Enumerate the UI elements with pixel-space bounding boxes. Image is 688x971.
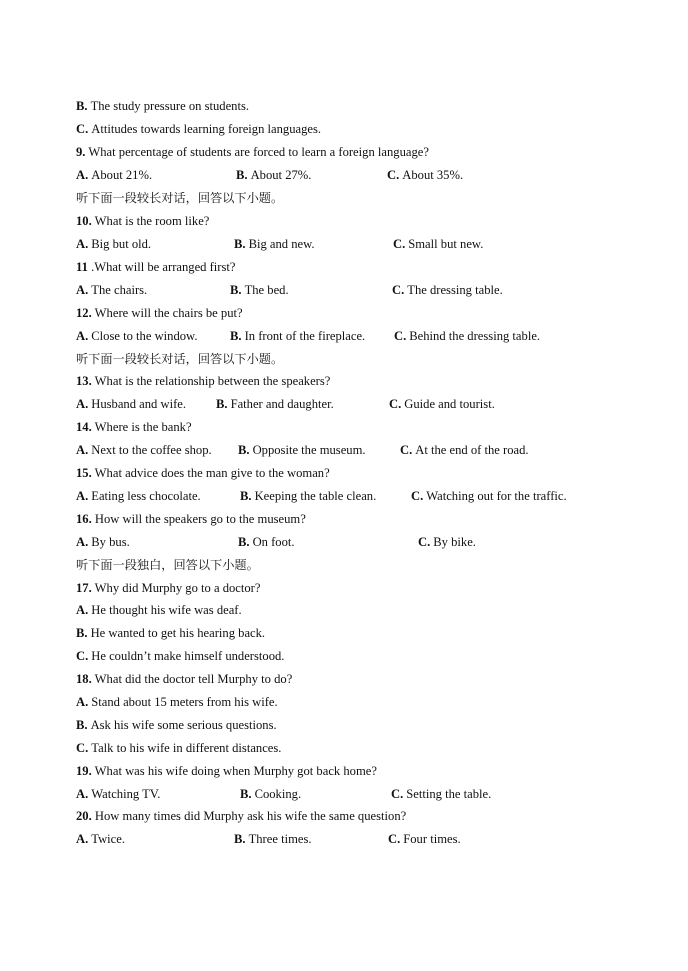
section-instruction: 听下面一段较长对话，回答以下小题。 — [76, 352, 284, 366]
question-number: 18. — [76, 672, 92, 686]
question-text: What is the room like? — [94, 214, 210, 228]
question-text: What percentage of students are forced to learn a foreign language? — [88, 145, 429, 159]
question — [76, 305, 656, 321]
option-text: Watching TV. — [91, 787, 161, 801]
answer-option — [76, 831, 125, 847]
answer-option — [388, 831, 461, 847]
answer-option — [411, 488, 567, 504]
option-text: Father and daughter. — [230, 397, 334, 411]
answer-option — [230, 282, 289, 298]
option-letter: B. — [240, 787, 252, 801]
question-number: 17. — [76, 581, 92, 595]
answer-option — [240, 488, 376, 504]
answer-option — [76, 625, 656, 641]
option-letter: A. — [76, 443, 89, 457]
answer-option — [392, 282, 503, 298]
option-letter: B. — [230, 329, 242, 343]
option-letter: A. — [76, 787, 89, 801]
section-instruction: 听下面一段较长对话，回答以下小题。 — [76, 191, 284, 205]
option-text: Keeping the table clean. — [254, 489, 377, 503]
answer-option — [234, 831, 312, 847]
option-letter: A. — [76, 329, 89, 343]
answer-option — [76, 488, 201, 504]
option-text: By bus. — [91, 535, 130, 549]
option-letter: A. — [76, 603, 89, 617]
option-text: Close to the window. — [91, 329, 198, 343]
option-letter: A. — [76, 237, 89, 251]
answer-option — [76, 121, 656, 137]
option-letter: C. — [411, 489, 424, 503]
option-text: Stand about 15 meters from his wife. — [91, 695, 278, 709]
question — [76, 213, 656, 229]
option-text: The chairs. — [91, 283, 148, 297]
answer-option — [400, 442, 529, 458]
question-text: Where will the chairs be put? — [94, 306, 243, 320]
option-letter: B. — [230, 283, 242, 297]
option-letter: A. — [76, 283, 89, 297]
answer-option — [393, 236, 483, 252]
answer-option — [76, 648, 656, 664]
option-letter: B. — [76, 626, 88, 640]
question — [76, 144, 656, 160]
question — [76, 808, 656, 824]
answer-option — [76, 328, 197, 344]
question-text: What did the doctor tell Murphy to do? — [94, 672, 293, 686]
option-text: Opposite the museum. — [252, 443, 366, 457]
option-letter: B. — [238, 443, 250, 457]
option-letter: C. — [389, 397, 402, 411]
option-text: He wanted to get his hearing back. — [90, 626, 266, 640]
option-text: Cooking. — [254, 787, 302, 801]
question — [76, 259, 656, 275]
option-letter: C. — [388, 832, 401, 846]
option-letter: B. — [234, 832, 246, 846]
option-letter: B. — [238, 535, 250, 549]
question-text: Why did Murphy go to a doctor? — [94, 581, 261, 595]
option-letter: A. — [76, 695, 89, 709]
option-letter: C. — [394, 329, 407, 343]
answer-option — [76, 717, 656, 733]
option-text: He couldn’t make himself understood. — [91, 649, 285, 663]
option-text: He thought his wife was deaf. — [91, 603, 242, 617]
question-text: How will the speakers go to the museum? — [94, 512, 306, 526]
question-number: 13. — [76, 374, 92, 388]
answer-option — [238, 442, 366, 458]
answer-option — [216, 396, 334, 412]
answer-option — [238, 534, 295, 550]
question-number: 16. — [76, 512, 92, 526]
option-text: Attitudes towards learning foreign languages. — [91, 122, 322, 136]
option-letter: B. — [76, 718, 88, 732]
option-text: About 35%. — [402, 168, 464, 182]
question-number: 12. — [76, 306, 92, 320]
question-text: How many times did Murphy ask his wife the same question? — [94, 809, 407, 823]
answer-option — [76, 534, 130, 550]
question — [76, 511, 656, 527]
option-letter: B. — [240, 489, 252, 503]
option-letter: A. — [76, 535, 89, 549]
answer-option — [230, 328, 365, 344]
option-letter: A. — [76, 397, 89, 411]
option-text: Four times. — [403, 832, 461, 846]
option-text: On foot. — [252, 535, 295, 549]
option-text: Eating less chocolate. — [91, 489, 201, 503]
option-text: About 27%. — [250, 168, 312, 182]
answer-option — [394, 328, 540, 344]
question-number: 20. — [76, 809, 92, 823]
answer-option — [76, 236, 151, 252]
option-text: Setting the table. — [406, 787, 492, 801]
answer-option — [234, 236, 315, 252]
option-text: Big but old. — [91, 237, 152, 251]
option-letter: C. — [76, 649, 89, 663]
option-text: In front of the fireplace. — [244, 329, 366, 343]
question-number: 14. — [76, 420, 92, 434]
question-text: Where is the bank? — [94, 420, 192, 434]
question — [76, 419, 656, 435]
answer-option — [236, 167, 311, 183]
answer-option — [391, 786, 491, 802]
option-letter: B. — [234, 237, 246, 251]
answer-option — [76, 694, 656, 710]
question-number: 11 — [76, 260, 88, 274]
option-text: Behind the dressing table. — [409, 329, 541, 343]
option-letter: A. — [76, 168, 89, 182]
question-text: .What will be arranged first? — [91, 260, 236, 274]
answer-option — [76, 602, 656, 618]
question-text: What is the relationship between the speakers? — [94, 374, 331, 388]
option-text: The study pressure on students. — [90, 99, 250, 113]
question-number: 15. — [76, 466, 92, 480]
option-letter: C. — [392, 283, 405, 297]
option-text: About 21%. — [91, 168, 153, 182]
option-text: Small but new. — [408, 237, 484, 251]
option-text: Twice. — [91, 832, 125, 846]
question — [76, 373, 656, 389]
option-text: Ask his wife some serious questions. — [90, 718, 277, 732]
question — [76, 671, 656, 687]
answer-option — [240, 786, 301, 802]
answer-option — [389, 396, 495, 412]
option-text: At the end of the road. — [415, 443, 529, 457]
answer-option — [76, 786, 160, 802]
question-number: 19. — [76, 764, 92, 778]
option-letter: B. — [216, 397, 228, 411]
option-text: Husband and wife. — [91, 397, 187, 411]
answer-option — [76, 282, 147, 298]
answer-option — [76, 167, 152, 183]
option-text: By bike. — [433, 535, 476, 549]
option-text: Guide and tourist. — [404, 397, 495, 411]
answer-option — [387, 167, 463, 183]
answer-option — [76, 98, 656, 114]
option-letter: C. — [418, 535, 431, 549]
option-letter: C. — [391, 787, 404, 801]
option-text: Watching out for the traffic. — [426, 489, 567, 503]
question-text: What advice does the man give to the woman? — [94, 466, 330, 480]
question — [76, 580, 656, 596]
option-letter: B. — [236, 168, 248, 182]
option-letter: C. — [387, 168, 400, 182]
option-text: The bed. — [244, 283, 289, 297]
question-number: 10. — [76, 214, 92, 228]
option-text: Next to the coffee shop. — [91, 443, 212, 457]
option-text: Big and new. — [248, 237, 315, 251]
question — [76, 465, 656, 481]
answer-option — [76, 396, 186, 412]
option-text: Three times. — [248, 832, 312, 846]
option-letter: B. — [76, 99, 88, 113]
option-letter: A. — [76, 832, 89, 846]
answer-option — [76, 740, 656, 756]
option-text: The dressing table. — [407, 283, 503, 297]
question-text: What was his wife doing when Murphy got back home? — [94, 764, 377, 778]
section-instruction: 听下面一段独白，回答以下小题。 — [76, 558, 259, 572]
option-letter: C. — [76, 122, 89, 136]
question — [76, 763, 656, 779]
answer-option — [418, 534, 476, 550]
option-letter: C. — [76, 741, 89, 755]
option-text: Talk to his wife in different distances. — [91, 741, 282, 755]
option-letter: A. — [76, 489, 89, 503]
option-letter: C. — [393, 237, 406, 251]
answer-option — [76, 442, 212, 458]
question-number: 9. — [76, 145, 86, 159]
option-letter: C. — [400, 443, 413, 457]
